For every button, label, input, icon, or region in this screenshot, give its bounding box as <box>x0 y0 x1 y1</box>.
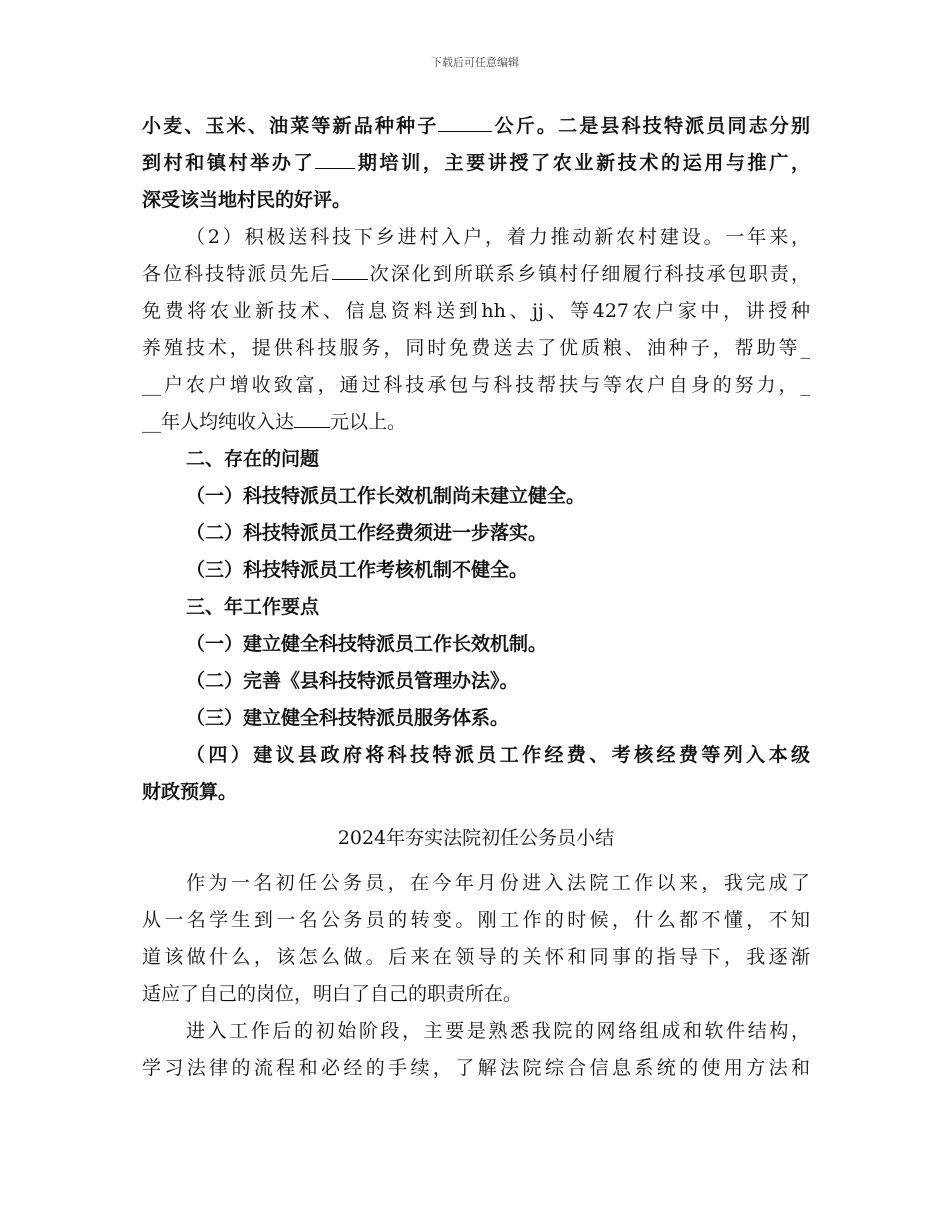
text-line: 各位科技特派员先后 次深化到所联系乡镇村仔细履行科技承包职责， <box>142 263 810 285</box>
text-line: 小麦、玉米、油菜等新品种种子 公斤。二是县科技特派员同志分别 <box>142 115 810 137</box>
text-line: 到村和镇村举办了 期培训，主要讲授了农业新技术的运用与推广， <box>142 152 810 174</box>
blank-field <box>315 168 355 169</box>
text-line: 深受该当地村民的好评。 <box>142 189 352 211</box>
text-line: __户农户增收致富，通过科技承包与科技帮扶与等农户自身的努力，_ <box>142 374 810 396</box>
text-line: 适应了自己的岗位，明白了自己的职责所在。 <box>142 983 523 1005</box>
text-line: 作为一名初任公务员，在今年月份进入法院工作以来，我完成了 <box>186 872 810 894</box>
list-item: （二）完善《县科技特派员管理办法》。 <box>186 670 519 692</box>
section-heading: 三、年工作要点 <box>186 596 320 618</box>
text-line: 进入工作后的初始阶段，主要是熟悉我院的网络组成和软件结构， <box>186 1020 810 1042</box>
blank-field <box>438 131 492 132</box>
section-heading: 二、存在的问题 <box>186 448 320 470</box>
text-line: 财政预算。 <box>142 781 238 803</box>
text-line: 养殖技术，提供科技服务，同时免费送去了优质粮、油种子，帮助等_ <box>142 337 810 359</box>
document-body <box>142 108 810 1087</box>
text-line: __年人均纯收入达 元以上。 <box>142 411 407 433</box>
blank-field <box>294 427 330 428</box>
list-item: （三）建立健全科技特派员服务体系。 <box>186 707 510 729</box>
text-line: 学习法律的流程和必经的手续，了解法院综合信息系统的使用方法和 <box>142 1057 810 1079</box>
list-item: （一）科技特派员工作长效机制尚未建立健全。 <box>186 485 586 507</box>
text-line: 从一名学生到一名公务员的转变。刚工作的时候，什么都不懂，不知 <box>142 909 810 931</box>
page-header: 下载后可任意编辑 <box>431 56 519 69</box>
list-item: （一）建立健全科技特派员工作长效机制。 <box>186 633 548 655</box>
list-item: （四）建议县政府将科技特派员工作经费、考核经费等列入本级 <box>186 744 810 766</box>
list-item: （三）科技特派员工作考核机制不健全。 <box>186 559 529 581</box>
blank-field <box>332 279 368 280</box>
list-item: （二）科技特派员工作经费须进一步落实。 <box>186 522 548 544</box>
text-line: 道该做什么，该怎么做。后来在领导的关怀和同事的指导下，我逐渐 <box>142 946 810 968</box>
text-line: （2）积极送科技下乡进村入户，着力推动新农村建设。一年来， <box>186 226 810 248</box>
text-line: 免费将农业新技术、信息资料送到hh、jj、等427农户家中，讲授种 <box>142 300 810 322</box>
article-title: 2024年夯实法院初任公务员小结 <box>337 827 615 849</box>
